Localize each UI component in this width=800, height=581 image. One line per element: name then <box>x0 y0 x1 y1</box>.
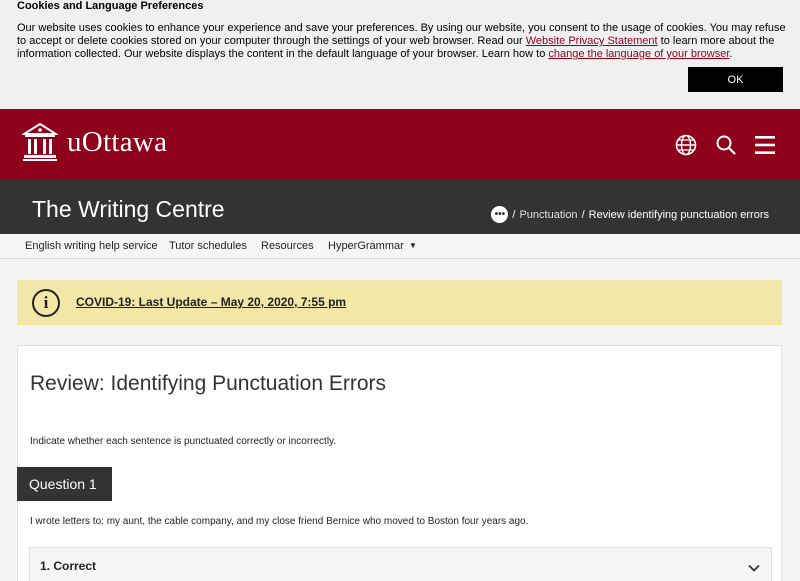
breadcrumb-current: Review identifying punctuation errors <box>588 208 769 221</box>
instructions-text: Indicate whether each sentence is punctuated correctly or incorrectly. <box>30 436 337 447</box>
page-title: Review: Identifying Punctuation Errors <box>30 372 387 395</box>
site-title[interactable]: The Writing Centre <box>32 196 225 222</box>
cookie-banner <box>0 0 800 109</box>
cookie-banner-title: Cookies and Language Preferences <box>17 0 204 12</box>
breadcrumb-more-icon[interactable]: ••• <box>491 206 508 223</box>
sub-navigation <box>0 234 800 259</box>
building-logo-icon <box>22 122 58 162</box>
chevron-down-icon[interactable]: ▼ <box>409 241 417 250</box>
section-title-bar <box>0 180 800 234</box>
globe-icon[interactable] <box>674 133 698 157</box>
cookie-text-part-1: Our website uses cookies to enhance your experience and save your preferences. By using our website, you consent to the usage of cookies. You may refuse to accept or delete cookies stored on your computer through the settings of your web browser. Read our <box>17 22 786 47</box>
logo-wordmark: uOttawa <box>67 125 168 158</box>
change-language-link[interactable]: change the language of your browser <box>548 48 730 60</box>
covid-update-link[interactable]: COVID-19: Last Update – May 20, 2020, 7:55 pm <box>76 295 347 309</box>
breadcrumb <box>491 206 769 223</box>
breadcrumb-separator: / <box>581 208 585 221</box>
nav-item-english-writing-help[interactable]: English writing help service <box>25 240 158 252</box>
nav-item-tutor-schedules[interactable]: Tutor schedules <box>169 240 247 252</box>
cookie-text-part-2: to learn more about the information collected. Our website displays the content in the default language of your browser. Learn how to <box>17 35 775 60</box>
chevron-down-icon <box>747 561 761 575</box>
content-card <box>17 345 782 581</box>
site-header <box>0 109 800 180</box>
info-icon: i <box>32 289 60 317</box>
nav-item-hypergrammar[interactable]: HyperGrammar <box>328 240 404 252</box>
search-icon[interactable] <box>714 133 738 157</box>
cookie-banner-text <box>17 22 787 61</box>
covid-alert <box>17 280 782 325</box>
nav-item-resources[interactable]: Resources <box>261 240 314 252</box>
question-label: Question 1 <box>17 467 112 501</box>
cookie-ok-button[interactable]: OK <box>688 67 783 92</box>
uottawa-logo[interactable] <box>22 122 167 162</box>
answer-accordion-correct[interactable] <box>29 547 772 581</box>
menu-icon[interactable] <box>753 133 777 157</box>
cookie-text-part-3: . <box>729 48 733 60</box>
breadcrumb-separator: / <box>512 208 516 221</box>
privacy-statement-link[interactable]: Website Privacy Statement <box>525 35 658 47</box>
question-text: I wrote letters to: my aunt, the cable company, and my close friend Bernice who moved to Boston four years ago. <box>30 516 529 527</box>
breadcrumb-link-punctuation[interactable]: Punctuation <box>519 208 578 221</box>
answer-label: 1. Correct <box>40 559 97 573</box>
